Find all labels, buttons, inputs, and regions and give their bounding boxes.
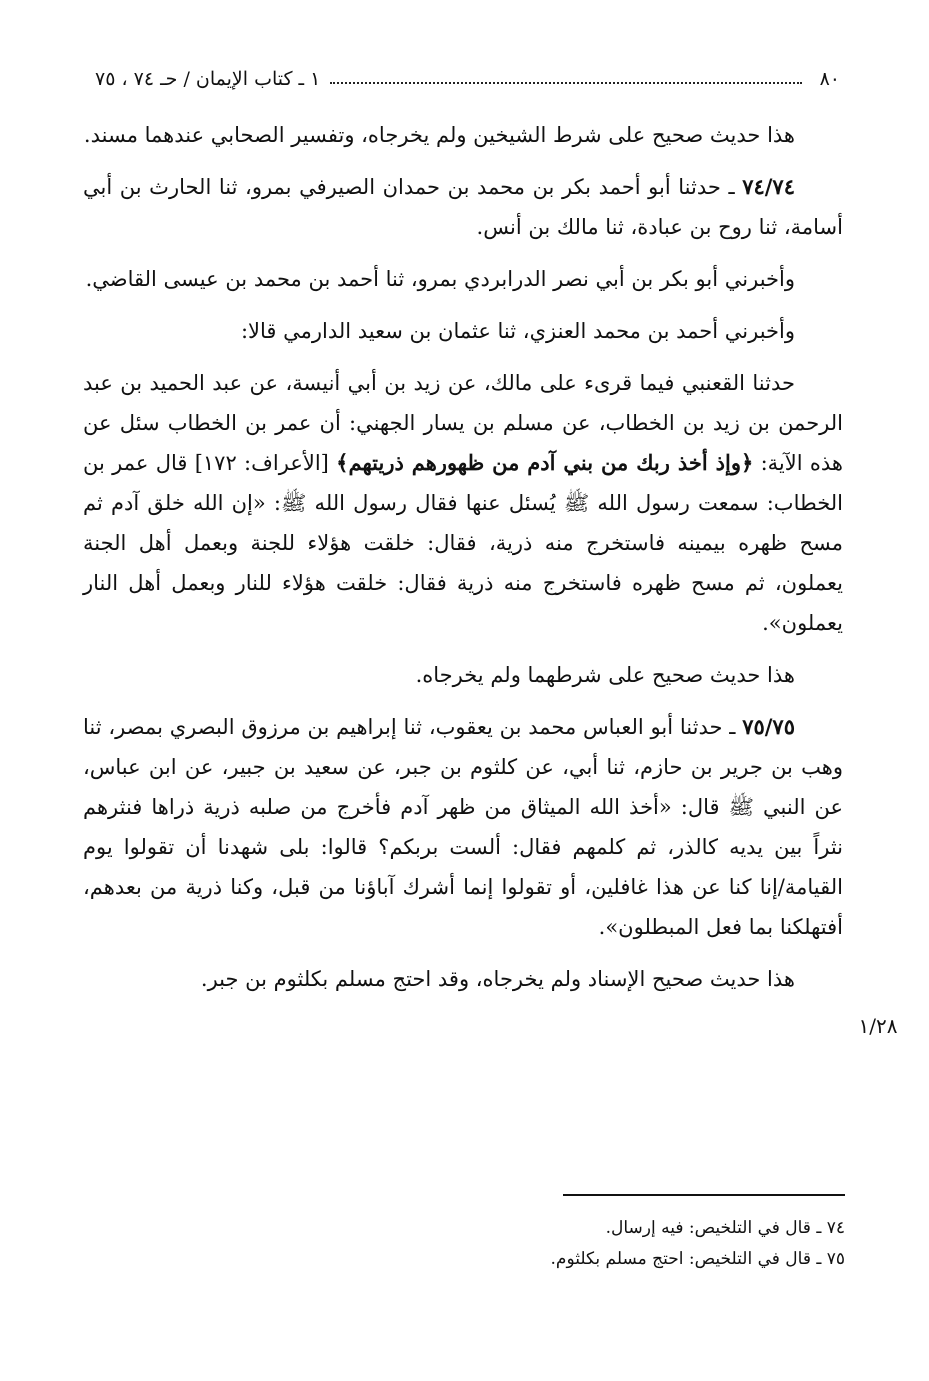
footnote-separator bbox=[563, 1194, 845, 1196]
hadith-74 bbox=[83, 167, 843, 247]
hadith-75 bbox=[83, 707, 843, 947]
quran-verse: ﴿وإذ أخذ ربك من بني آدم من ظهورهم ذريتهم﴾ bbox=[336, 450, 754, 475]
footnote-75: ٧٥ ـ قال في التلخيص: احتج مسلم بكلثوم. bbox=[550, 1249, 845, 1269]
paragraph-hadith-body bbox=[83, 363, 843, 643]
footnotes bbox=[300, 1213, 845, 1275]
hadith-number-75: ٧٥/٧٥ bbox=[742, 714, 795, 739]
paragraph-grading-2: هذا حديث صحيح على شرطهما ولم يخرجاه. bbox=[415, 663, 795, 687]
paragraph-grading-1: هذا حديث صحيح على شرط الشيخين ولم يخرجاه، وتفسير الصحابي عندهما مسند. bbox=[83, 123, 795, 147]
page-number: ٨٠ bbox=[819, 68, 840, 90]
margin-volume-reference: ١/٢٨ bbox=[858, 1014, 898, 1038]
main-text bbox=[83, 115, 843, 1011]
paragraph-grading-3: هذا حديث صحيح الإسناد ولم يخرجاه، وقد احتج مسلم بكلثوم بن جبر. bbox=[200, 967, 795, 991]
page-header bbox=[95, 62, 840, 96]
hadith-74-text: ـ حدثنا أبو أحمد بكر بن محمد بن حمدان الصيرفي بمرو، ثنا الحارث بن أبي أسامة، ثنا روح بن عبادة، ثنا مالك بن أنس. bbox=[83, 175, 843, 239]
hadith-body-part-a: حدثنا القعنبي فيما قرىء على مالك، عن زيد بن أبي أنيسة، عن عبد الحميد بن عبد الرحمن بن زيد بن الخطاب، عن مسلم بن يسار الجهني: أن عمر بن الخطاب سئل عن هذه الآية: bbox=[83, 371, 843, 475]
paragraph-chain-2: وأخبرني أبو بكر بن أبي نصر الدرابردي بمرو، ثنا أحمد بن محمد بن عيسى القاضي. bbox=[85, 267, 795, 291]
running-title: ١ ـ كتاب الإيمان / حـ ٧٤ ، ٧٥ bbox=[95, 68, 321, 90]
hadith-75-text: ـ حدثنا أبو العباس محمد بن يعقوب، ثنا إبراهيم بن مرزوق البصري بمصر، ثنا وهب بن جرير بن حازم، ثنا أبي، عن كلثوم بن جبر، عن سعيد بن جبير، عن ابن عباس، عن النبي ﷺ قال: «أخذ الله الميثاق من ظهر آدم فأخرج من صلبه ذرية ذراها فنثرهم نثراً بين يديه كالذر، ثم كلمهم فقال: ألست بربكم؟ قالوا: بلى شهدنا أن تقولوا يوم القيامة/إنا كنا عن هذا غافلين، أو تقولوا إنما أشرك آباؤنا من قبل، وكنا ذرية من بعدهم، أفتهلكنا بما فعل المبطلون». bbox=[83, 715, 843, 939]
header-dotted-leader bbox=[330, 82, 801, 84]
footnote-74: ٧٤ ـ قال في التلخيص: فيه إرسال. bbox=[605, 1218, 845, 1238]
paragraph-chain-3: وأخبرني أحمد بن محمد العنزي، ثنا عثمان بن سعيد الدارمي قالا: bbox=[240, 319, 795, 343]
hadith-body-part-b: [الأعراف: ١٧٢] قال عمر بن الخطاب: سمعت رسول الله ﷺ يُسئل عنها فقال رسول الله ﷺ: «إن الله خلق آدم ثم مسح ظهره بيمينه فاستخرج منه ذرية، فقال: خلقت هؤلاء للجنة وبعمل أهل الجنة يعملون، ثم مسح ظهره فاستخرج منه ذرية فقال: خلقت هؤلاء للنار وبعمل أهل النار يعملون». bbox=[83, 451, 843, 635]
hadith-number-74: ٧٤/٧٤ bbox=[742, 174, 795, 199]
